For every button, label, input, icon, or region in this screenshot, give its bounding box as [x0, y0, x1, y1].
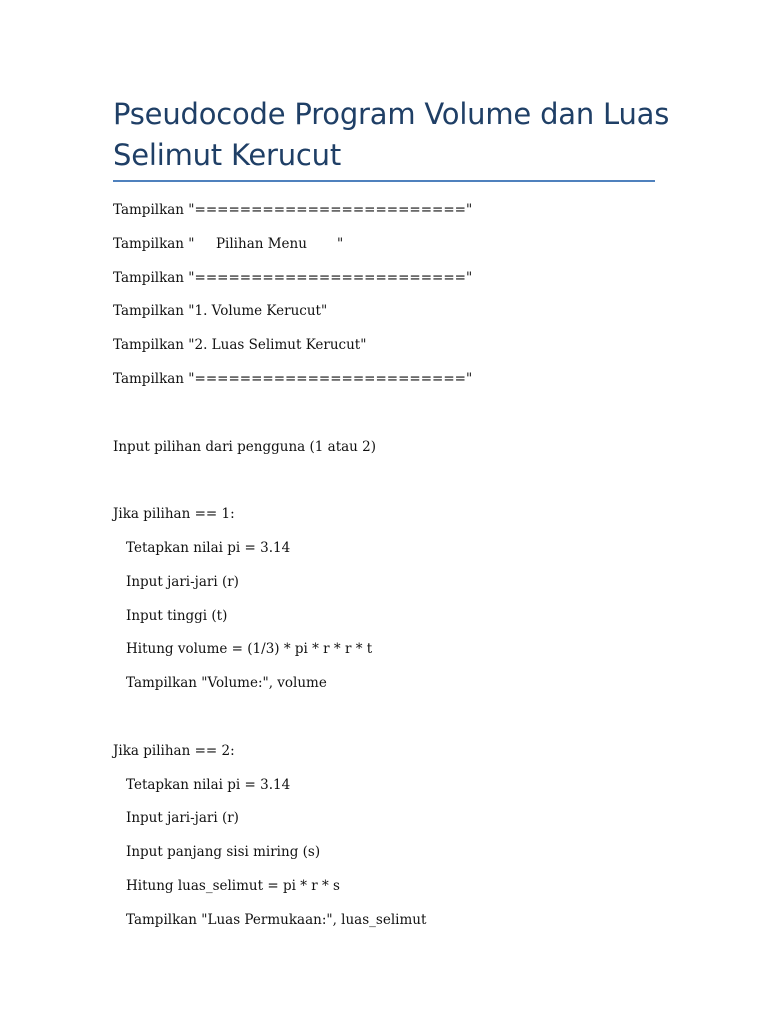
pseudocode-line: Input pilihan dari pengguna (1 atau 2) [113, 438, 377, 455]
pseudocode-line: Tampilkan " Pilihan Menu " [113, 235, 344, 252]
pseudocode-line: Input tinggi (t) [126, 607, 228, 624]
pseudocode-body [113, 201, 673, 945]
pseudocode-line: Tampilkan "Volume:", volume [126, 675, 327, 692]
pseudocode-line: Input panjang sisi miring (s) [126, 844, 321, 861]
pseudocode-line: Tampilkan "========================" [113, 370, 473, 387]
pseudocode-line: Jika pilihan == 1: [113, 506, 235, 523]
pseudocode-line: Hitung volume = (1/3) * pi * r * r * t [126, 641, 373, 658]
pseudocode-line: Input jari-jari (r) [126, 810, 239, 827]
pseudocode-line: Tampilkan "Luas Permukaan:", luas_selimut [126, 911, 427, 928]
title-underline [113, 180, 655, 182]
pseudocode-line: Tampilkan "2. Luas Selimut Kerucut" [113, 337, 367, 354]
pseudocode-line: Tampilkan "1. Volume Kerucut" [113, 303, 328, 320]
pseudocode-line: Tetapkan nilai pi = 3.14 [126, 539, 291, 556]
pseudocode-line: Input jari-jari (r) [126, 573, 239, 590]
pseudocode-line: Tetapkan nilai pi = 3.14 [126, 776, 291, 793]
pseudocode-line: Jika pilihan == 2: [113, 742, 235, 759]
pseudocode-line: Tampilkan "========================" [113, 269, 473, 286]
blank-line [113, 471, 673, 505]
blank-line [113, 404, 673, 438]
document-title: Pseudocode Program Volume dan Luas Selimut Kerucut [113, 97, 670, 172]
pseudocode-line: Tampilkan "========================" [113, 202, 473, 218]
pseudocode-line: Hitung luas_selimut = pi * r * s [126, 877, 340, 894]
blank-line [113, 708, 673, 742]
